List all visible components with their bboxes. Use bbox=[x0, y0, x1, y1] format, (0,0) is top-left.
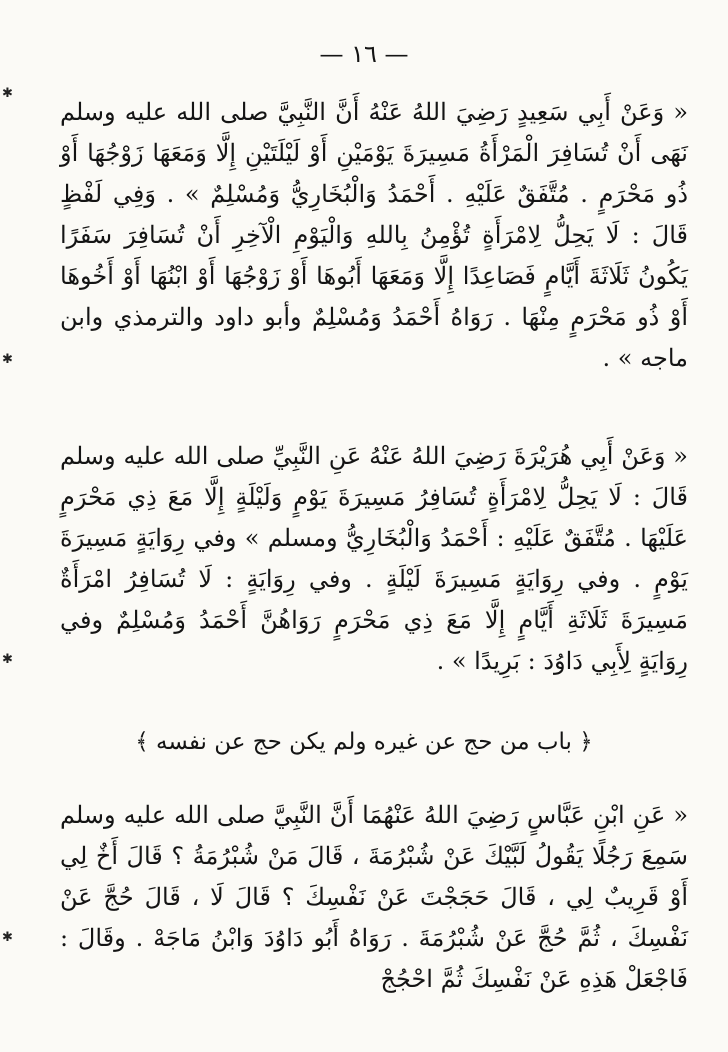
page-number: — ١٦ — bbox=[319, 40, 409, 68]
hadith-paragraph-1: « وَعَنْ أَبِي سَعِيدٍ رَضِيَ اللهُ عَنْهُ أَنَّ النَّبِيَّ صلى الله عليه وسلم نَهَى أَنْ تُسَافِرَ الْمَرْأَةُ مَسِيرَةَ يَوْمَيْنِ أَوْ لَيْلَتَيْنِ إِلَّا وَمَعَهَا زَوْجُهَا أَوْ ذُو مَحْرَمٍ . مُتَّفَقٌ عَلَيْهِ . أَحْمَدُ وَالْبُخَارِيُّ وَمُسْلِمٌ » . وَفِي لَفْظٍ قَالَ : لَا يَحِلُّ لِامْرَأَةٍ تُؤْمِنُ بِاللهِ وَالْيَوْمِ الْآخِرِ أَنْ تُسَافِرَ سَفَرًا يَكُونُ ثَلَاثَةَ أَيَّامٍ فَصَاعِدًا إِلَّا وَمَعَهَا أَبُوهَا أَوْ زَوْجُهَا أَوْ ابْنُهَا أَوْ أَخُوهَا أَوْ ذُو مَحْرَمٍ مِنْهَا . رَوَاهُ أَحْمَدُ وَمُسْلِمٌ وأبو داود والترمذي وابن ماجه » . bbox=[60, 98, 688, 372]
chapter-heading: ﴿ باب من حج عن غيره ولم يكن حج عن نفسه ﴾ bbox=[135, 729, 593, 755]
hadith-paragraph-3: « عَنِ ابْنِ عَبَّاسٍ رَضِيَ اللهُ عَنْهُمَا أَنَّ النَّبِيَّ صلى الله عليه وسلم سَمِعَ رَجُلًا يَقُولُ لَبَّيْكَ عَنْ شُبْرُمَةَ ، قَالَ مَنْ شُبْرُمَةُ ؟ قَالَ أَخٌ لِي أَوْ قَرِيبٌ لِي ، قَالَ حَجَجْتَ عَنْ نَفْسِكَ ؟ قَالَ لَا ، قَالَ حُجَّ عَنْ نَفْسِكَ ، ثُمَّ حُجَّ عَنْ شُبْرُمَةَ . رَوَاهُ أَبُو دَاوُدَ وَابْنُ مَاجَهْ . وقَالَ : فَاجْعَلْ هَذِهِ عَنْ نَفْسِكَ ثُمَّ احْجُجْ bbox=[60, 801, 688, 993]
margin-mark-icon: ✱ bbox=[2, 652, 13, 667]
margin-mark-icon: ✱ bbox=[2, 86, 13, 101]
margin-mark-icon: ✱ bbox=[2, 930, 13, 945]
margin-mark-icon: ✱ bbox=[2, 352, 13, 367]
hadith-paragraph-2: « وَعَنْ أَبِي هُرَيْرَةَ رَضِيَ اللهُ عَنْهُ عَنِ النَّبِيِّ صلى الله عليه وسلم قَالَ : لَا يَحِلُّ لِامْرَأَةٍ تُسَافِرُ مَسِيرَةَ يَوْمٍ وَلَيْلَةٍ إِلَّا مَعَ ذِي مَحْرَمٍ عَلَيْهَا . مُتَّفَقٌ عَلَيْهِ : أَحْمَدُ وَالْبُخَارِيُّ ومسلم » وفي رِوَايَةٍ مَسِيرَةَ يَوْمٍ . وفي رِوَايَةٍ مَسِيرَةَ لَيْلَةٍ . وفي رِوَايَةٍ : لَا تُسَافِرُ امْرَأَةٌ مَسِيرَةَ ثَلَاثَةِ أَيَّامٍ إِلَّا مَعَ ذِي مَحْرَمٍ رَوَاهُنَّ أَحْمَدُ وَمُسْلِمٌ وفي رِوَايَةٍ لِأَبِي دَاوُدَ : بَرِيدًا » . bbox=[60, 442, 688, 675]
